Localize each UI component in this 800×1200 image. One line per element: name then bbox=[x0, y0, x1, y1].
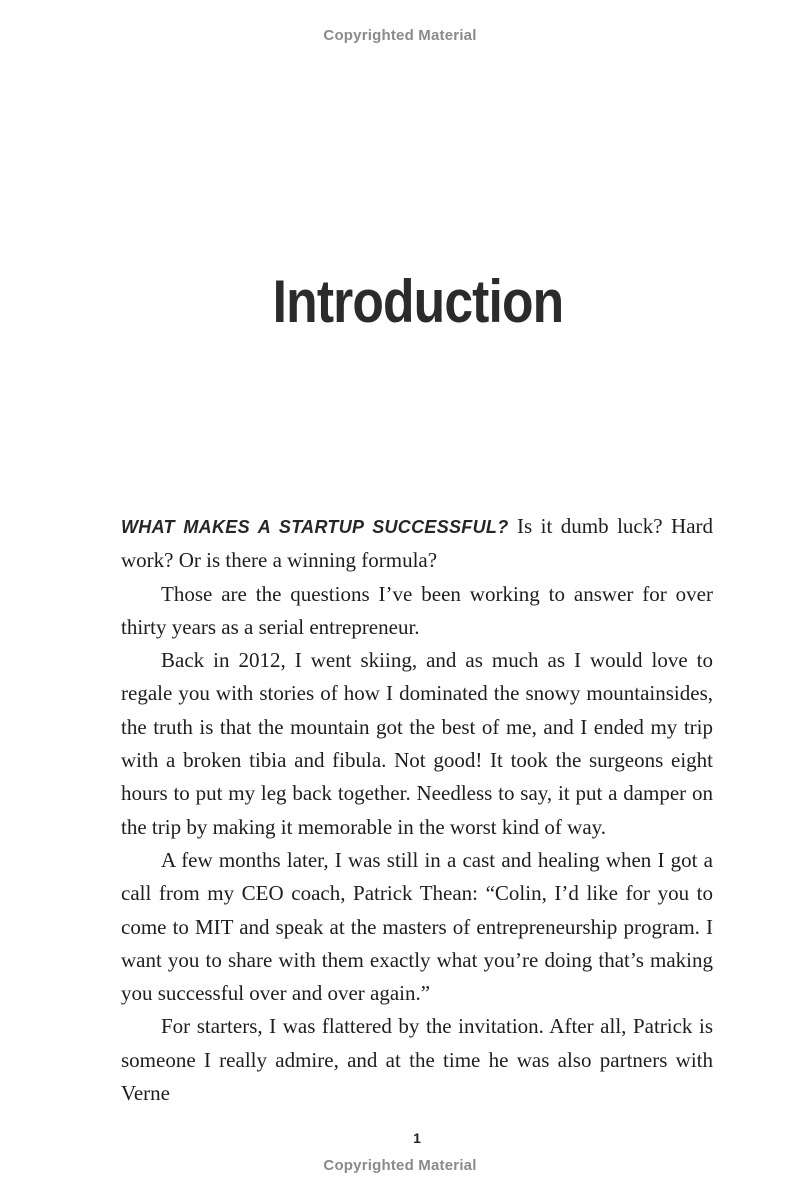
paragraph-3: Back in 2012, I went skiing, and as much as I would love to regale you with stories of how I dominated the snowy mountainsides, the truth is that the mountain got the best of me, and I ended my trip with a broken tibia and fibula. Not good! It took the surgeons eight hours to put my leg back together. Needless to say, it put a damper on the trip by making it memorable in the worst kind of way. bbox=[121, 648, 713, 839]
chapter-body bbox=[121, 510, 713, 1110]
copyright-watermark-top: Copyrighted Material bbox=[323, 27, 477, 44]
copyright-watermark-bottom: Copyrighted Material bbox=[323, 1157, 477, 1174]
paragraph-4: A few months later, I was still in a cast and healing when I got a call from my CEO coach, Patrick Thean: “Colin, I’d like for you to come to MIT and speak at the masters of entrepreneurship program. I want you to share with them exactly what you’re doing that’s making you successful over and over again.” bbox=[121, 847, 713, 1006]
paragraph-1 bbox=[121, 510, 713, 578]
paragraph-5: For starters, I was flattered by the invitation. After all, Patrick is someone I really admire, and at the time he was also partners with Verne bbox=[121, 1014, 713, 1106]
paragraph-2: Those are the questions I’ve been working to answer for over thirty years as a serial entrepreneur. bbox=[121, 581, 713, 639]
chapter-title: Introduction bbox=[272, 268, 564, 335]
page-number: 1 bbox=[413, 1130, 421, 1146]
lead-in-question: WHAT MAKES A STARTUP SUCCESSFUL? bbox=[121, 517, 509, 537]
paragraph-1-text: Is it dumb luck? Hard work? Or is there a winning formula? bbox=[121, 514, 714, 573]
